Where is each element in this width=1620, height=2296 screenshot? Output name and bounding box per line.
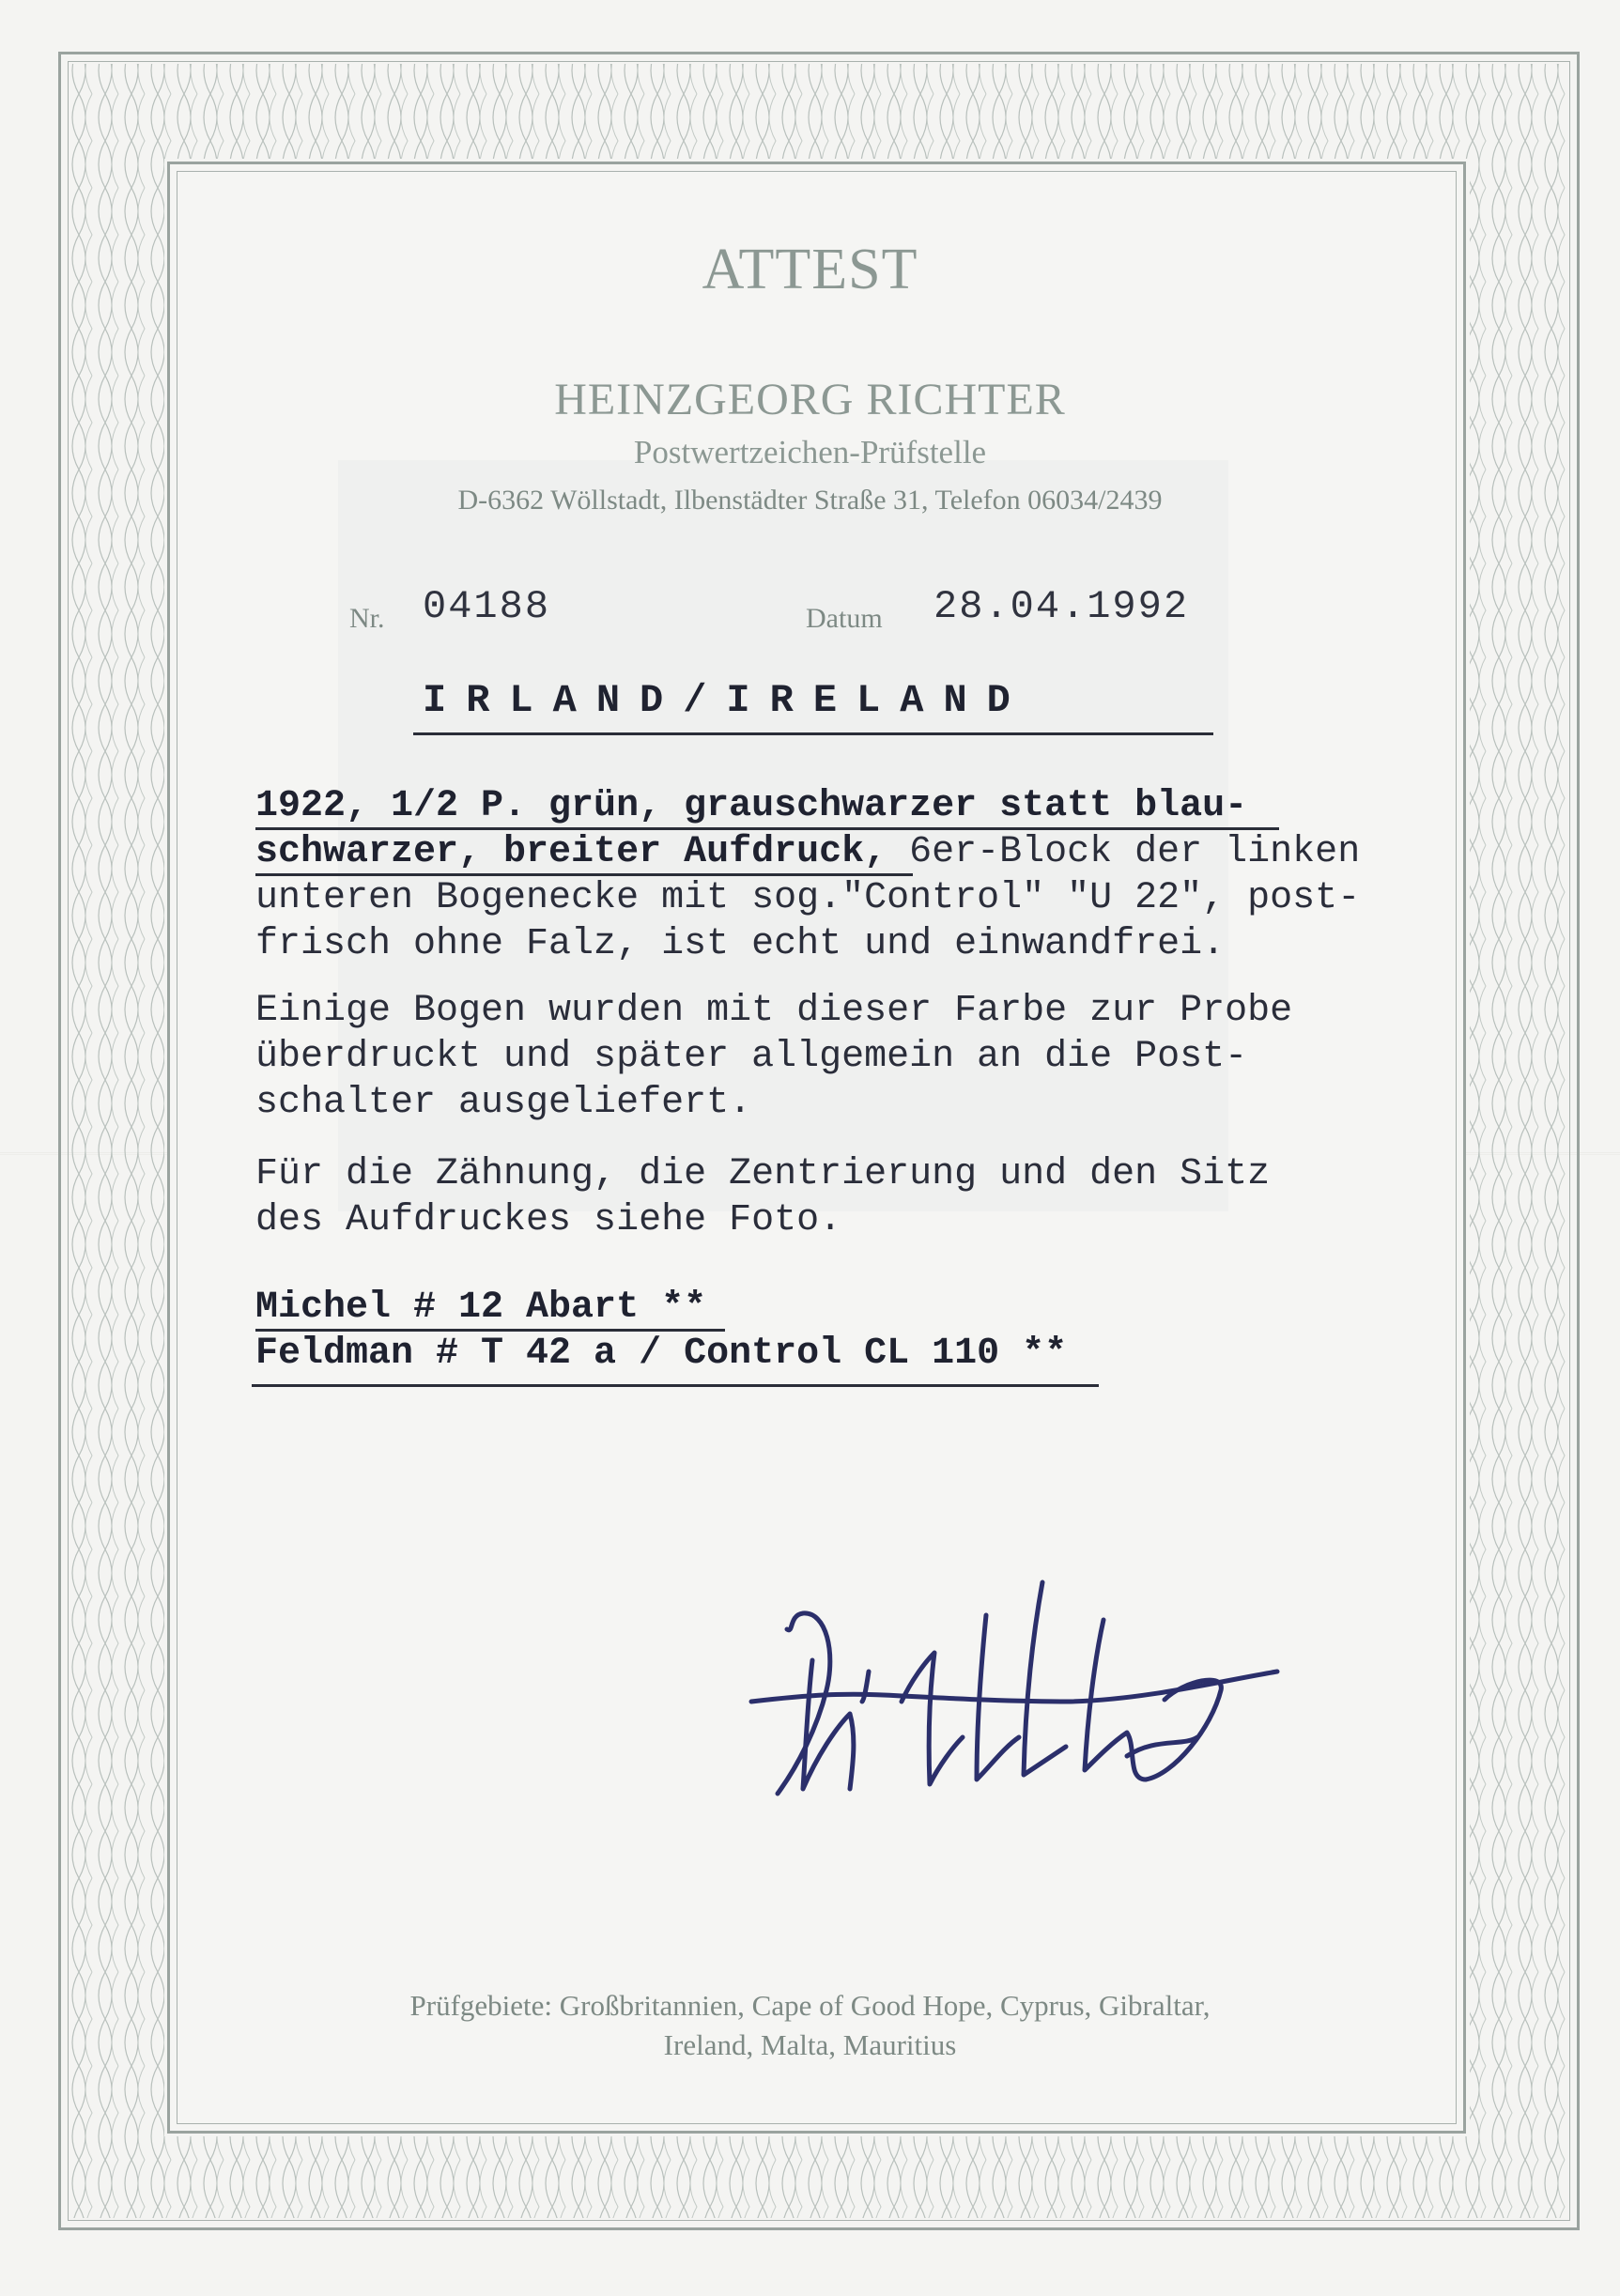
country-heading: IRLAND/IRELAND: [423, 678, 1030, 723]
description-line-2-rest: 6er-Block der linken: [887, 831, 1361, 873]
catalogue-michel: Michel # 12 Abart **: [255, 1287, 707, 1329]
expert-address: D-6362 Wöllstadt, Ilbenstädter Straße 31, Telefon 06034/2439: [457, 485, 1163, 516]
description-line-2-bold: schwarzer, breiter Aufdruck,: [255, 831, 887, 873]
description-line-3: unteren Bogenecke mit sog."Control" "U 22", post-: [255, 877, 1361, 919]
footer-scope-line-1: Prüfgebiete: Großbritannien, Cape of Good Hope, Cyprus, Gibraltar,: [409, 1989, 1211, 2022]
photo-note-line-2: des Aufdruckes siehe Foto.: [255, 1199, 842, 1241]
document-title: ATTEST: [702, 238, 918, 301]
certificate-date: 28.04.1992: [933, 584, 1190, 629]
note-line-3: schalter ausgeliefert.: [255, 1082, 752, 1124]
certificate-number: 04188: [423, 584, 551, 629]
note-line-1: Einige Bogen wurden mit dieser Farbe zur Probe: [255, 990, 1293, 1032]
nr-label: Nr.: [349, 603, 385, 634]
catalogue-feldman: Feldman # T 42 a / Control CL 110 **: [255, 1333, 1068, 1375]
description-line-4: frisch ohne Falz, ist echt und einwandfrei.: [255, 923, 1226, 965]
expert-subtitle: Postwertzeichen-Prüfstelle: [633, 434, 987, 470]
description-line-1: 1922, 1/2 P. grün, grauschwarzer statt blau-: [255, 785, 1248, 827]
note-line-2: überdruckt und später allgemein an die Post-: [255, 1036, 1248, 1078]
footer-scope-line-2: Ireland, Malta, Mauritius: [663, 2028, 957, 2061]
expert-name: HEINZGEORG RICHTER: [554, 375, 1066, 424]
photo-note-line-1: Für die Zähnung, die Zentrierung und den Sitz: [255, 1153, 1271, 1195]
datum-label: Datum: [806, 603, 883, 634]
